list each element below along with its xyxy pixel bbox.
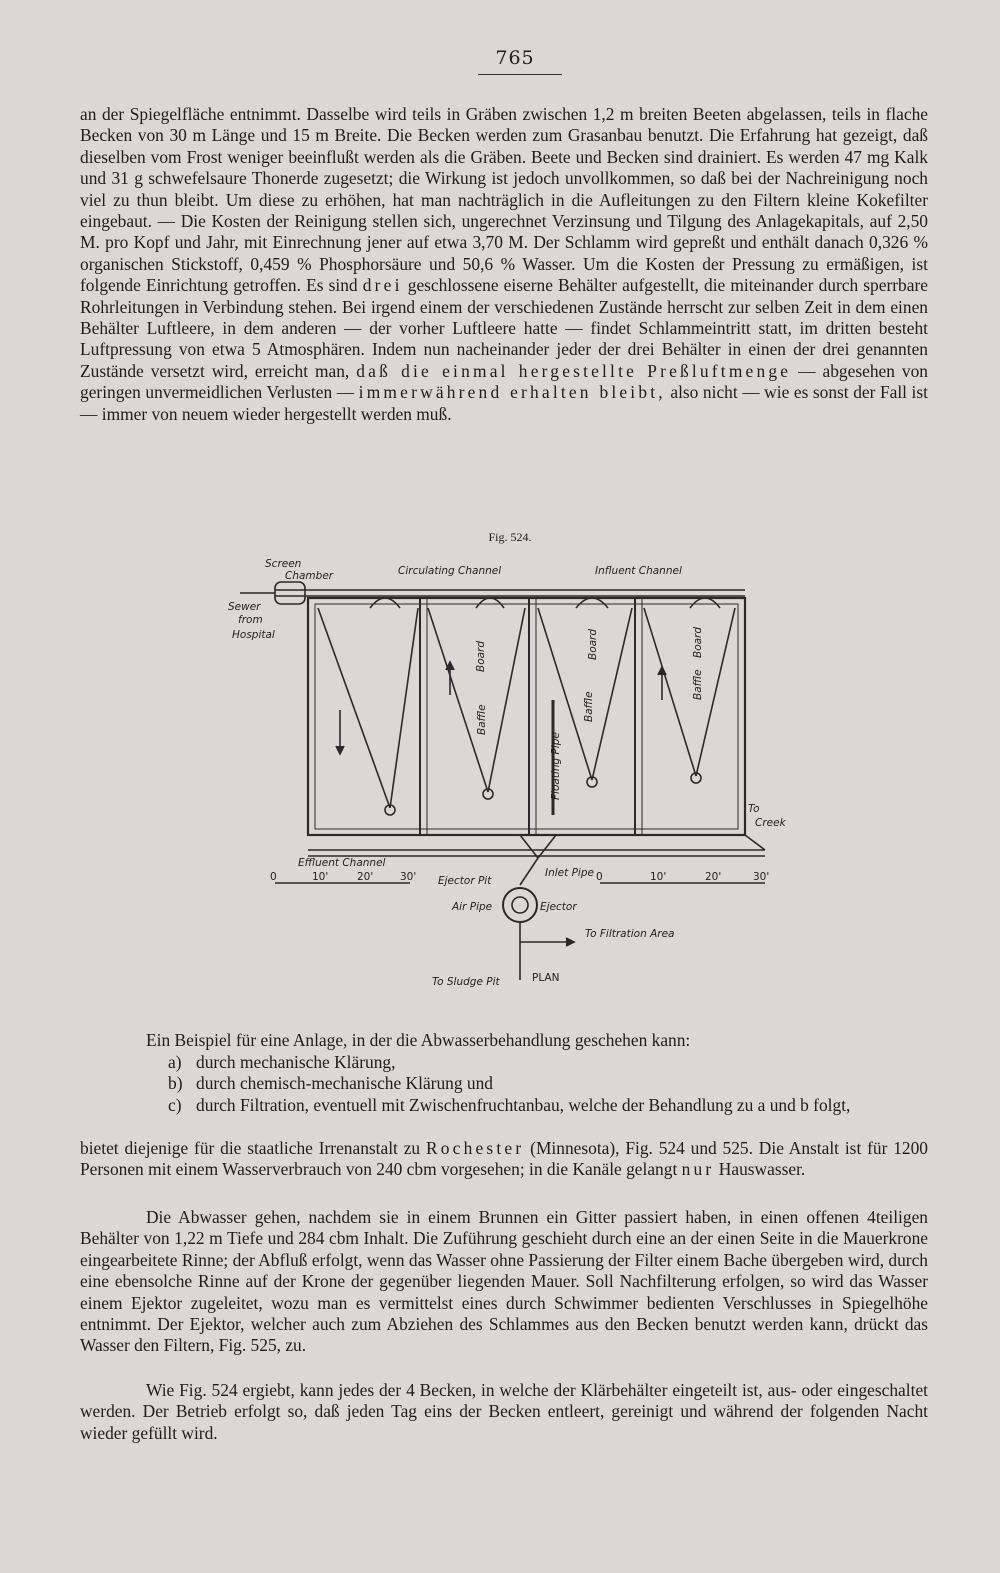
paragraph-1-text-b: geschlossene eiserne Behälter aufgestellt, die miteinander durch sperrbare Rohrleitungen in Verbindung stehen. Bei irgend einem der verschiedenen Zustände herrscht zur selben Zeit in dem einen Behälter Luftleere, in dem anderen — der vorher Luftleere hatte — findet Schlammeintritt statt, im dritten besteht Luftpressung von etwa 5 Atmosphären. Indem nun nacheinander jeder der drei Behälter in einen der drei genannten Zustände versetzt wird, erreicht man, xyxy=(80,275,928,381)
paragraph-1 xyxy=(80,104,928,425)
label-plan: PLAN xyxy=(532,972,560,984)
scale-right-tick-20: 20' xyxy=(705,871,722,883)
label-baffle-1: Baffle xyxy=(476,704,488,735)
paragraph-3-text-b: (Minnesota), Fig. 524 und 525. Die Anstalt ist für 1200 Personen mit einem Wasserverbrauch von 240 cbm vorgesehen; in die Kanäle gelangt xyxy=(80,1138,928,1180)
label-screen: Screen xyxy=(265,558,302,570)
emphasis-nur: nur xyxy=(681,1159,715,1180)
list-text: durch chemisch-mechanische Klärung und xyxy=(196,1073,493,1094)
label-floating-pipe: Floating Pipe xyxy=(550,732,562,800)
label-board-2: Board xyxy=(587,628,599,660)
paragraph-1-text-d: also nicht — wie es sonst der Fall ist — immer von neuem wieder hergestellt werden muß. xyxy=(80,382,928,424)
figure-524-diagram xyxy=(220,550,810,995)
label-to-sludge-pit: To Sludge Pit xyxy=(432,976,500,988)
paragraph-4: Die Abwasser gehen, nachdem sie in einem Brunnen ein Gitter passiert haben, in einen offenen 4teiligen Behälter von 1,22 m Tiefe und 284 cbm Inhalt. Die Zuführung geschieht durch eine an der einen Seite in die Mauerkrone eingearbeitete Rinne; der Abfluß erfolgt, wenn das Wasser ohne Passierung der Filter einem Bache übergeben wird, durch eine ebensolche Rinne auf der Krone der gegenüber liegenden Mauer. Soll Nachfilterung erfolgen, so wird das Wasser einem Ejektor zugeleitet, wozu man es vermittelst eines durch Schwimmer bedienten Verschlusses in Spiegelhöhe entnimmt. Der Ejektor, welcher auch zum Abziehen des Schlammes aus den Becken benutzt werden kann, drückt das Wasser den Filtern, Fig. 525, zu. xyxy=(80,1207,928,1356)
label-baffle-board-3: Baffle xyxy=(692,669,704,700)
emphasis-drei: drei xyxy=(362,275,403,296)
label-circulating-channel: Circulating Channel xyxy=(398,565,502,577)
label-to: To xyxy=(748,803,760,815)
label-ejector-pit: Ejector Pit xyxy=(438,875,492,887)
basin-outline xyxy=(308,598,745,835)
label-sewer: Sewer xyxy=(228,601,261,613)
list-item xyxy=(80,1052,928,1073)
label-air-pipe: Air Pipe xyxy=(452,901,493,913)
paragraph-3-text-c: Hauswasser. xyxy=(718,1159,806,1180)
label-to-filtration-area: To Filtration Area xyxy=(585,928,675,940)
scale-left-tick-20: 20' xyxy=(357,871,374,883)
paragraph-2-intro: Ein Beispiel für eine Anlage, in der die Abwasserbehandlung geschehen kann: xyxy=(146,1030,691,1050)
list-text: durch mechanische Klärung, xyxy=(196,1052,396,1072)
figure-caption: Fig. 524. xyxy=(488,530,532,544)
label-board-3: Board xyxy=(692,626,704,658)
scale-right-tick-30: 30' xyxy=(753,871,770,883)
label-influent-channel: Influent Channel xyxy=(595,565,682,577)
label-hospital: Hospital xyxy=(232,629,275,641)
emphasis-pressluftmenge: daß die einmal hergestellte Preßluftmenge xyxy=(356,360,792,381)
page-number: 765 xyxy=(495,47,535,69)
scale-right-tick-0: 0 xyxy=(596,871,603,883)
screen-chamber xyxy=(275,582,305,604)
label-board-1: Board xyxy=(475,640,487,672)
list-marker: c) xyxy=(168,1094,182,1115)
scale-left-tick-10: 10' xyxy=(312,871,329,883)
emphasis-immerwaehrend: immerwährend erhalten bleibt, xyxy=(358,382,666,403)
scale-left-tick-0: 0 xyxy=(270,871,277,883)
label-effluent-channel: Effluent Channel xyxy=(298,857,386,869)
list-marker: b) xyxy=(168,1073,183,1094)
list-item xyxy=(80,1073,928,1094)
label-chamber: Chamber xyxy=(285,570,334,582)
paragraph-1-text-c: — abgesehen von geringen unvermeidlichen Verlusten — xyxy=(80,360,928,403)
label-creek: Creek xyxy=(755,817,786,829)
treatment-list xyxy=(80,1052,928,1116)
label-from: from xyxy=(238,614,263,626)
emphasis-rochester: Rochester xyxy=(425,1138,525,1158)
ejector xyxy=(503,888,537,922)
paragraph-5: Wie Fig. 524 ergiebt, kann jedes der 4 Becken, in welche der Klärbehälter eingeteilt ist, aus- oder eingeschaltet werden. Der Betrieb erfolgt so, daß jeden Tag eins der Becken entleert, gereinigt und während der folgenden Nacht wieder gefüllt wird. xyxy=(80,1380,928,1443)
label-baffle-2: Baffle xyxy=(583,691,595,722)
scale-left-tick-30: 30' xyxy=(400,871,417,883)
list-item xyxy=(80,1095,928,1116)
list-marker: a) xyxy=(168,1052,182,1072)
label-ejector: Ejector xyxy=(540,901,577,913)
paragraph-3 xyxy=(80,1138,928,1181)
paragraph-3-text-a: bietet diejenige für die staatliche Irrenanstalt zu xyxy=(80,1138,421,1158)
list-text: durch Filtration, eventuell mit Zwischenfruchtanbau, welche der Behandlung zu a und b folgt, xyxy=(196,1094,851,1115)
paragraph-1-text-a: an der Spiegelfläche entnimmt. Dasselbe wird teils in Gräben zwischen 1,2 m breiten Beeten abgelassen, teils in flache Becken von 30 m Länge und 15 m Breite. Die Becken werden zum Grasanbau benutzt. Die Erfahrung hat gezeigt, daß dieselben vom Frost weniger beeinflußt werden als die Gräben. Beete und Becken sind drainiert. Es werden 47 mg Kalk und 31 g schwefelsaure Thonerde zugesetzt; die Wirkung ist jedoch unvollkommen, so daß bei der Nachreinigung noch viel zu thun bleibt. Um diese zu erhöhen, hat man nachträglich in die Aufleitungen zu den Filtern kleine Kokefilter eingebaut. — Die Kosten der Reinigung stellen sich, ungerechnet Verzinsung und Tilgung des Anlagekapitals, auf 2,50 M. pro Kopf und Jahr, mit Einrechnung jener auf etwa 3,70 M. Der Schlamm wird gepreßt und enthält danach 0,326 % organischen Stickstoff, 0,459 % Phosphorsäure und 50,6 % Wasser. Um die Kosten der Pressung zu ermäßigen, ist folgende Einrichtung getroffen. Es sind xyxy=(80,104,928,296)
scale-right-tick-10: 10' xyxy=(650,871,667,883)
page-number-rule xyxy=(478,74,562,75)
label-inlet-pipe: Inlet Pipe xyxy=(545,867,594,879)
